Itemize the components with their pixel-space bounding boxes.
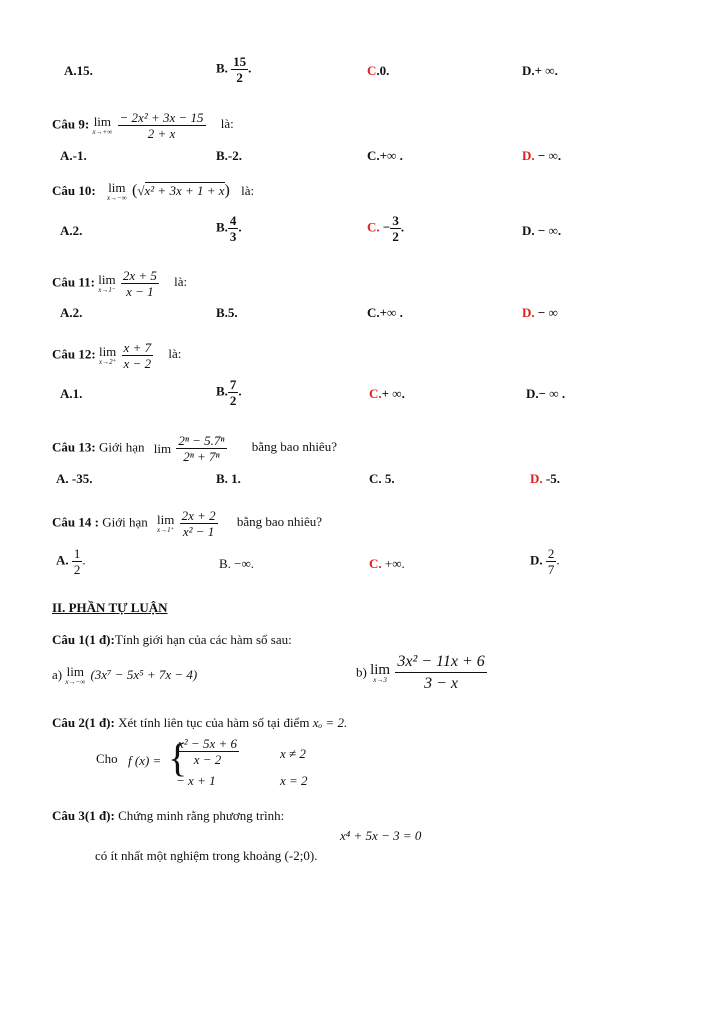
q13-option-c: C. 5. bbox=[369, 471, 395, 486]
q9-option-d: D. − ∞. bbox=[522, 148, 562, 163]
q13-option-b: B. 1. bbox=[216, 471, 241, 486]
q11-option-b: B.5. bbox=[216, 305, 238, 320]
essay1-part-b: b) lim x→3 $\frac{\text{3x² − 11x + 6}}{3 - x}$ bbox=[356, 653, 485, 692]
q11-option-c: C.+∞ . bbox=[367, 305, 403, 320]
q13-stem: Câu 13: Giới hạn lim $\frac{\text{2ⁿ − 5.7ⁿ}}{\text{2ⁿ + 7ⁿ}}$ bằng bao nhiêu? bbox=[52, 433, 337, 464]
section-heading: II. PHẦN TỰ LUẬN bbox=[52, 600, 168, 615]
q14-option-c: C. +∞. bbox=[369, 556, 405, 571]
q14-option-a: A. $\frac{1}{2}$ . bbox=[56, 546, 86, 577]
q10-option-c: C. − $\frac{3}{2}$ . bbox=[367, 213, 405, 244]
q12-option-d: D.− ∞ . bbox=[526, 386, 566, 401]
essay2-prompt: Câu 2(1 đ): Xét tính liên tục của hàm số tại điểm xₒ = 2. bbox=[52, 715, 348, 730]
q8-option-d: D.+ ∞. bbox=[522, 63, 558, 78]
essay1-part-a: a) lim x→−∞ (3x⁷ − 5x⁵ + 7x − 4) bbox=[52, 664, 198, 686]
q12-option-c: C.+ ∞. bbox=[369, 386, 405, 401]
q9-option-c: C.+∞ . bbox=[367, 148, 403, 163]
q11-option-d: D. − ∞ bbox=[522, 305, 558, 320]
q14-option-d: D. $\frac{2}{7}$ . bbox=[530, 546, 560, 577]
q11-stem: Câu 11: lim x→1⁻ $\frac{2x + 5}{x - 1}$ là: bbox=[52, 268, 188, 299]
q14-option-b: B. −∞. bbox=[219, 556, 255, 571]
q11-option-a: A.2. bbox=[60, 305, 83, 320]
q12-option-b: B. $\frac{7}{2}$ . bbox=[216, 377, 242, 408]
q9-option-b: B.-2. bbox=[216, 148, 242, 163]
q8-option-c: C.0. bbox=[367, 63, 390, 78]
essay3-equation: x⁴ + 5x − 3 = 0 bbox=[340, 828, 422, 843]
q12-option-a: A.1. bbox=[60, 386, 83, 401]
q14-stem: Câu 14 : Giới hạn lim x→1⁺ $\frac{2x + 2}{\text{x² − 1}}$ bằng bao nhiêu? bbox=[52, 508, 323, 539]
essay3-conclusion: có ít nhất một nghiệm trong khoảng (-2;0). bbox=[95, 848, 318, 863]
q10-option-b: B. $\frac{4}{3}$ . bbox=[216, 213, 242, 244]
q13-option-d: D. -5. bbox=[530, 471, 560, 486]
q9-stem: Câu 9: lim x→+∞ $\frac{\text{− 2x² + 3x − 15}}{2 + x}$ là: bbox=[52, 110, 234, 141]
q12-stem: Câu 12: lim x→2⁺ $\frac{x + 7}{x - 2}$ là: bbox=[52, 340, 182, 371]
q10-stem: Câu 10: lim x→−∞ (√x² + 3x + 1 + x) là: bbox=[52, 180, 255, 203]
q9-option-a: A.-1. bbox=[60, 148, 87, 163]
q10-option-d: D. − ∞. bbox=[522, 223, 562, 238]
essay1-prompt: Câu 1(1 đ):Tính giới hạn của các hàm số sau: bbox=[52, 632, 292, 647]
q8-option-a: A.15. bbox=[64, 63, 93, 78]
q8-option-b: B. $\frac{15}{2}$ . bbox=[216, 54, 252, 85]
q13-option-a: A. -35. bbox=[56, 471, 93, 486]
q10-option-a: A.2. bbox=[60, 223, 83, 238]
essay3-prompt: Câu 3(1 đ): Chứng minh rằng phương trình: bbox=[52, 808, 285, 823]
